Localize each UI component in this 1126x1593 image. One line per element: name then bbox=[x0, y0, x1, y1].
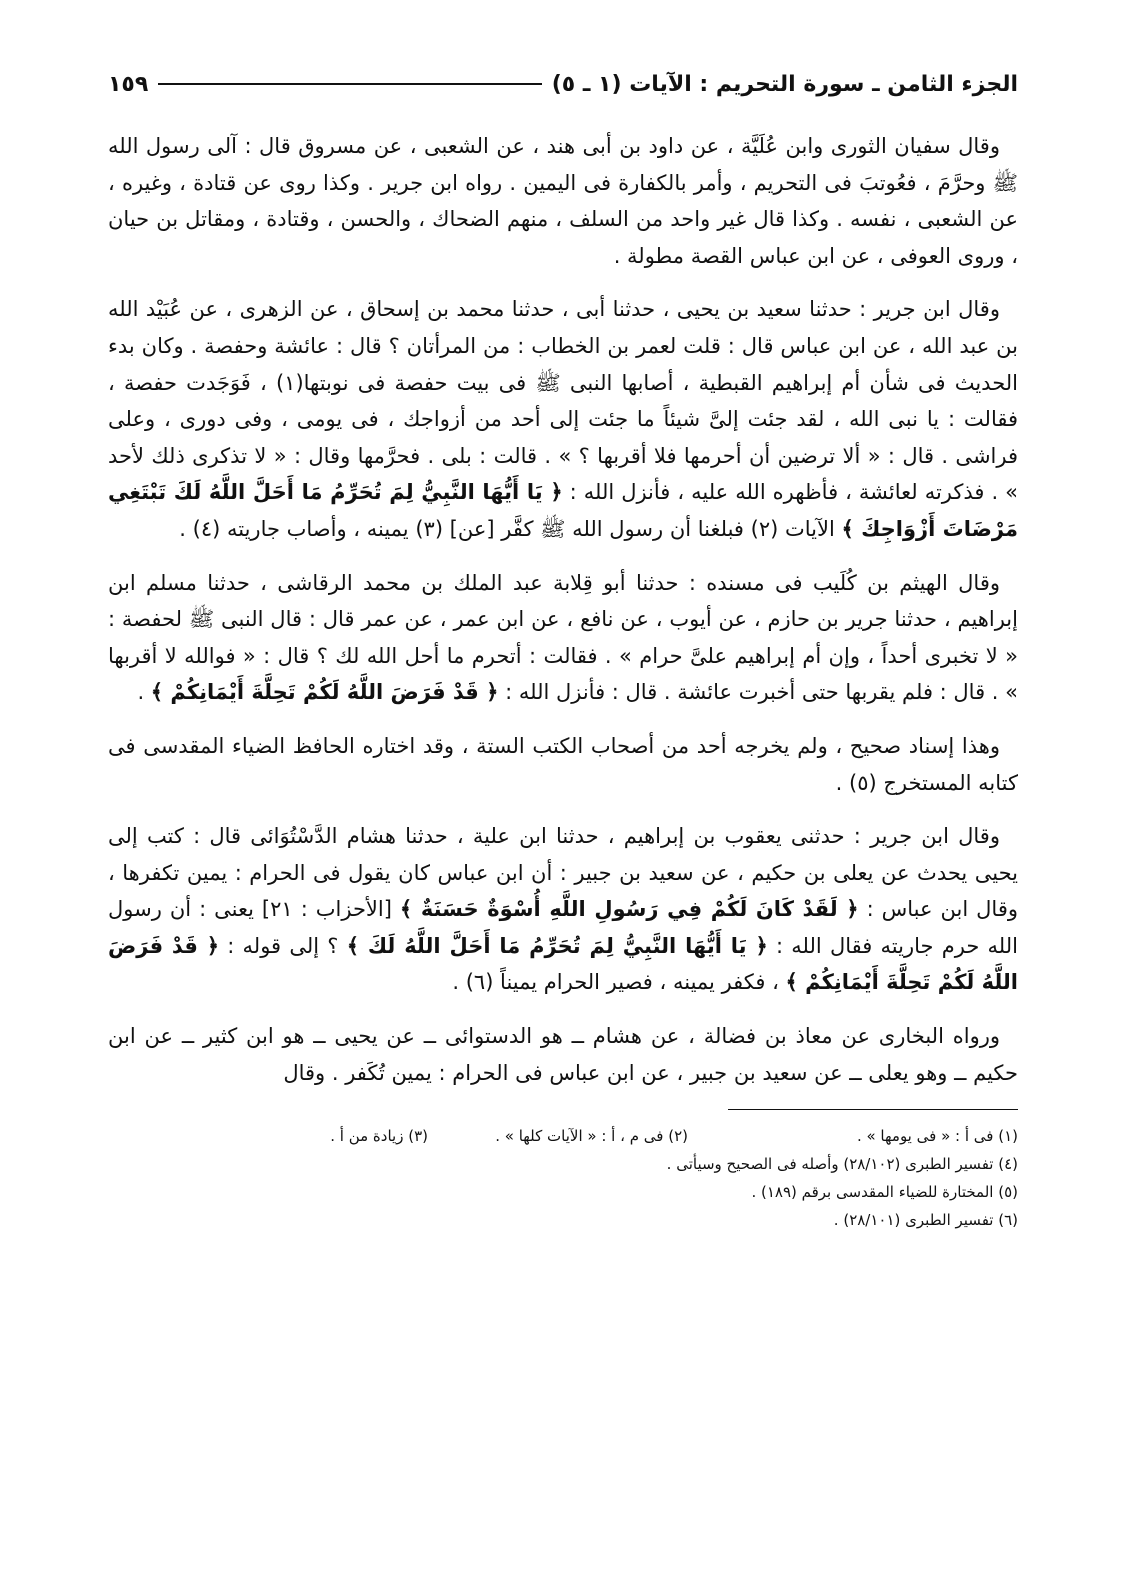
quran-verse: ﴿ لَقَدْ كَانَ لَكُمْ فِي رَسُولِ اللَّهِ أُسْوَةٌ حَسَنَةٌ ﴾ bbox=[399, 897, 859, 922]
main-text bbox=[108, 128, 1018, 1091]
footnote-2: (٢) فى م ، أ : « الآيات كلها » . bbox=[495, 1127, 688, 1146]
paragraph-text: ؟ إلى قوله : bbox=[219, 933, 347, 958]
footnote-3: (٣) زيادة من أ . bbox=[330, 1127, 428, 1146]
paragraph-text: وهذا إسناد صحيح ، ولم يخرجه أحد من أصحاب الكتب الستة ، وقد اختاره الحافظ الضياء المقدسى فى كتابه المستخرج (٥) . bbox=[108, 733, 1018, 795]
quran-verse: ﴿ يَا أَيُّهَا النَّبِيُّ لِمَ تُحَرِّمُ مَا أَحَلَّ اللَّهُ لَكَ ﴾ bbox=[346, 933, 768, 958]
paragraph-text: . bbox=[137, 680, 151, 705]
paragraph bbox=[108, 1018, 1018, 1091]
quran-verse: ﴿ يَا أَيُّهَا النَّبِيُّ لِمَ تُحَرِّمُ مَا أَحَلَّ اللَّهُ لَكَ تَبْتَغِي مَرْضَاتَ أَزْوَاجِكَ ﴾ bbox=[108, 480, 1018, 541]
quran-verse: ﴿ قَدْ فَرَضَ اللَّهُ لَكُمْ تَحِلَّةَ أَيْمَانِكُمْ ﴾ bbox=[150, 680, 499, 705]
footnote-6: (٦) تفسير الطبرى (٢٨/١٠١) . bbox=[833, 1211, 1018, 1230]
footnote-divider bbox=[728, 1109, 1018, 1110]
page-number: ١٥٩ bbox=[108, 71, 149, 97]
running-header bbox=[108, 64, 1018, 104]
paragraph bbox=[108, 565, 1018, 711]
paragraph-text: ، فكفر يمينه ، فصير الحرام يميناً (٦) . bbox=[452, 970, 786, 995]
paragraph bbox=[108, 728, 1018, 801]
paragraph-text: الآيات (٢) فبلغنا أن رسول الله ﷺ كفَّر [عن] (٣) يمينه ، وأصاب جاريته (٤) . bbox=[179, 516, 842, 541]
footnotes bbox=[108, 1122, 1018, 1234]
header-rule bbox=[158, 83, 541, 85]
footnote-1: (١) فى أ : « فى يومها » . bbox=[856, 1127, 1018, 1146]
header-title: الجزء الثامن ـ سورة التحريم : الآيات (١ ـ ٥) bbox=[551, 71, 1018, 97]
paragraph bbox=[108, 128, 1018, 274]
paragraph bbox=[108, 818, 1018, 1001]
paragraph-text: وقال ابن جرير : حدثنى يعقوب بن إبراهيم ، حدثنا ابن علية ، حدثنا هشام الدَّسْتُوَائى قال : كتب إلى يحيى يحدث عن يعلى بن حكيم ، عن سعيد بن جبير : أن ابن عباس كان يقول فى الحرام : يمين تكفرها ، وقال ابن عباس : bbox=[108, 824, 1019, 922]
footnote-4: (٤) تفسير الطبرى (٢٨/١٠٢) وأصله فى الصحيح وسيأتى . bbox=[666, 1155, 1018, 1174]
paragraph-text: [الأحزاب : ٢١] يعنى : أن رسول الله حرم جاريته فقال الله : bbox=[108, 897, 1018, 958]
paragraph bbox=[108, 291, 1018, 547]
paragraph-text: وقال ابن جرير : حدثنا سعيد بن يحيى ، حدثنا أبى ، حدثنا محمد بن إسحاق ، عن الزهرى ، عن عُبَيْد الله بن عبد الله ، عن ابن عباس قال : قلت لعمر بن الخطاب : من المرأتان ؟ قال : عائشة وحفصة . وكان بدء الحديث فى شأن أم إبراهيم القبطية ، أصابها النبى ﷺ فى بيت حفصة فى نوبتها(١) ، فَوَجَدت حفصة ، فقالت : يا نبى الله ، لقد جئت إلىَّ شيئاً ما جئت إلى أحد من أزواجك ، فى يومى ، وفى دورى ، وعلى فراشى . قال : « ألا ترضين أن أحرمها فلا أقربها ؟ » . قالت : بلى . فحرَّمها وقال : « لا تذكرى ذلك لأحد » . فذكرته لعائشة ، فأظهره الله عليه ، فأنزل الله : bbox=[108, 297, 1018, 505]
paragraph-text: وقال الهيثم بن كُلَيب فى مسنده : حدثنا أبو قِلابة عبد الملك بن محمد الرقاشى ، حدثنا مسلم ابن إبراهيم ، حدثنا جرير بن حازم ، عن أيوب ، عن نافع ، عن ابن عمر ، عن عمر قال : قال النبى ﷺ لحفصة : « لا تخبرى أحداً ، وإن أم إبراهيم علىَّ حرام » . فقالت : أتحرم ما أحل الله لك ؟ قال : « فوالله لا أقربها » . قال : فلم يقربها حتى أخبرت عائشة . قال : فأنزل الله : bbox=[108, 570, 1018, 705]
paragraph-text: ورواه البخارى عن معاذ بن فضالة ، عن هشام ــ هو الدستوائى ــ عن يحيى ــ هو ابن كثير ــ عن ابن حكيم ــ وهو يعلى ــ عن سعيد بن جبير ، عن ابن عباس فى الحرام : يمين تُكَفر . وقال bbox=[108, 1024, 1018, 1085]
book-page bbox=[108, 64, 1018, 1554]
footnote-row bbox=[108, 1122, 1018, 1150]
footnote-5: (٥) المختارة للضياء المقدسى برقم (١٨٩) . bbox=[751, 1183, 1018, 1202]
paragraph-text: وقال سفيان الثورى وابن عُلَيَّة ، عن داود بن أبى هند ، عن الشعبى ، عن مسروق قال : آلى رسول الله ﷺ وحرَّمَ ، فعُوتبَ فى التحريم ، وأمر بالكفارة فى اليمين . رواه ابن جرير . وكذا روى عن قتادة ، وغيره ، عن الشعبى ، نفسه . وكذا قال غير واحد من السلف ، منهم الضحاك ، والحسن ، وقتادة ، ومقاتل بن حيان ، وروى العوفى ، عن ابن عباس القصة مطولة . bbox=[108, 134, 1018, 268]
quran-verse: ﴿ قَدْ فَرَضَ اللَّهُ لَكُمْ تَحِلَّةَ أَيْمَانِكُمْ ﴾ bbox=[108, 933, 1018, 995]
